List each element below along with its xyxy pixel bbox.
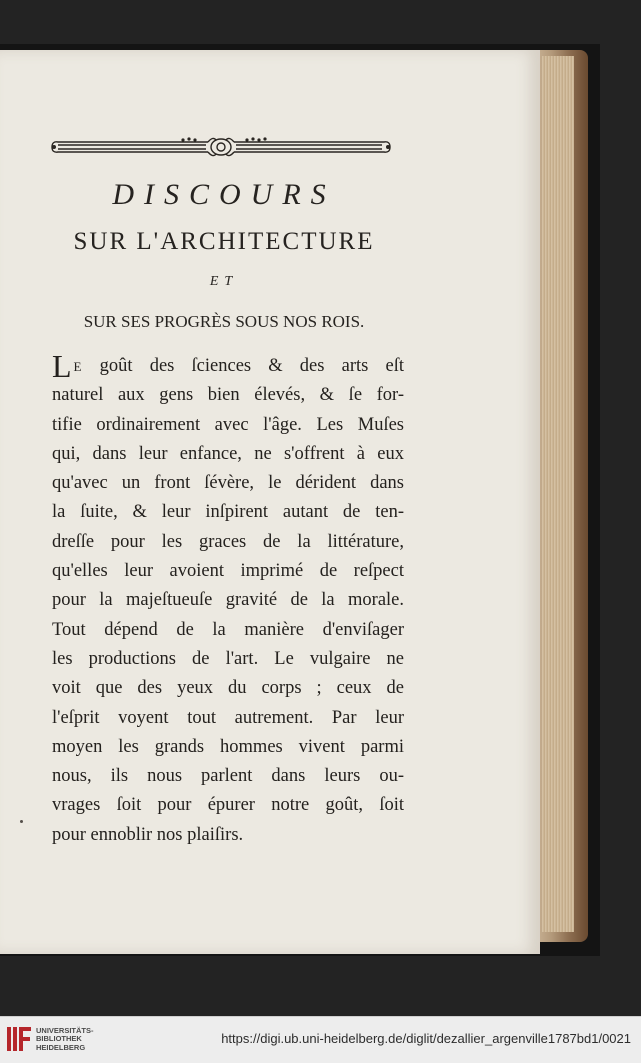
drop-cap: L bbox=[52, 348, 72, 384]
body-text bbox=[52, 348, 404, 850]
text-line: la ſuite, & leur inſpirent autant de ten- bbox=[52, 502, 404, 523]
page-block-edges bbox=[542, 56, 574, 932]
first-word-rest: E bbox=[73, 359, 83, 374]
text-line: vrages ſoit pour épurer notre goût, ſoit bbox=[52, 795, 404, 816]
text-line: naturel aux gens bien élevés, & ſe for- bbox=[52, 385, 404, 406]
text-line: moyen les grands hommes vivent parmi bbox=[52, 736, 404, 757]
ink-mark bbox=[20, 820, 23, 823]
university-seal-icon[interactable] bbox=[6, 1025, 32, 1053]
text-line: voit que des yeux du corps ; ceux de bbox=[52, 678, 404, 699]
text-line: l'eſprit voyent tout autrement. Par leur bbox=[52, 707, 404, 728]
text-line: dreſſe pour les graces de la littérature, bbox=[52, 531, 404, 552]
text-line: qu'avec un front ſévère, le dérident dans bbox=[52, 473, 404, 494]
library-name[interactable]: UNIVERSITÄTS- BIBLIOTHEK HEIDELBERG bbox=[36, 1026, 94, 1052]
title-progres: SUR SES PROGRÈS SOUS NOS ROIS. bbox=[83, 312, 365, 331]
text-line: qu'elles leur avoient imprimé de reſpect bbox=[52, 561, 404, 582]
first-line-rest: goût des ſciences & des arts eſt bbox=[82, 356, 404, 376]
text-line bbox=[52, 348, 404, 384]
text-line: Tout dépend de la manière d'enviſager bbox=[52, 619, 404, 640]
title-discours: DISCOURS bbox=[112, 178, 336, 211]
text-line: tifie ordinairement avec l'âge. Les Muſes bbox=[52, 414, 404, 435]
text-line: pour la majeſtueuſe gravité de la morale. bbox=[52, 590, 404, 611]
document-url[interactable]: https://digi.ub.uni-heidelberg.de/diglit/dezallier_argenville1787bd1/0021 bbox=[221, 1031, 631, 1046]
text-line: nous, ils nous parlent dans leurs ou- bbox=[52, 766, 404, 787]
title-sur-architecture: SUR L'ARCHITECTURE bbox=[73, 228, 375, 255]
ornamental-rule-icon bbox=[48, 134, 394, 160]
footer-bar bbox=[0, 1016, 641, 1063]
text-line: les productions de l'art. Le vulgaire ne bbox=[52, 648, 404, 669]
title-et: ET bbox=[209, 274, 239, 289]
text-line: qui, dans leur enfance, ne s'offrent à eux bbox=[52, 443, 404, 464]
text-line: pour ennoblir nos plaiſirs. bbox=[52, 824, 244, 845]
